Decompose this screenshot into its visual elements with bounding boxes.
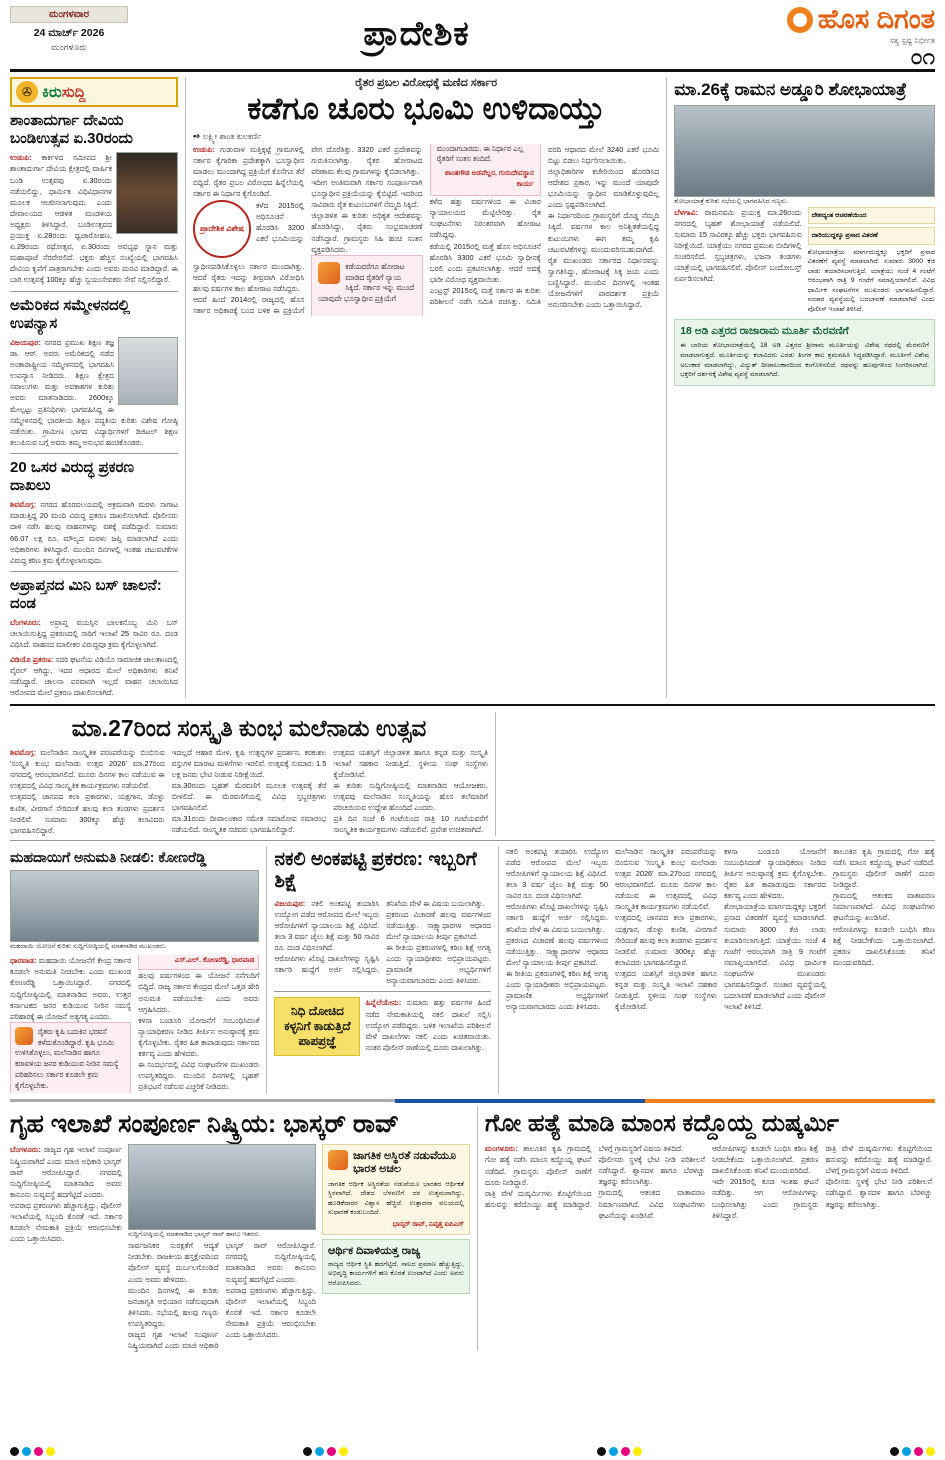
- sun-icon: [787, 7, 813, 33]
- continuation-para: ಕಳಸಾ ಬಂಡೂರಿ ಯೋಜನೆಗೆ ಸಂಬಂಧಿಸಿದಂತೆ ನ್ಯಾಯಾಧಿಕರಣ ನೀಡಿದ ತೀರ್ಪಿನ ಅನುಷ್ಠಾನಕ್ಕೆ ಕ್ರಮ ಕೈಗೊಳ್ಳಬೇಕು. ರೈತರ ಹಿತ ಕಾಪಾಡುವುದು ಸರ್ಕಾರದ ಕರ್ತವ್ಯ ಎಂದು ಹೇಳಿದರು.: [723, 846, 826, 901]
- masthead: [10, 0, 935, 72]
- bhaskar-photo: [128, 1144, 316, 1230]
- pullquote-text: ಕಡೆಯವರೆಗೂ ಹೋರಾಟ ಮಾಡಿದ ರೈತರಿಗೆ ನ್ಯಾಯ ಸಿಕ್ಕಿದೆ. ಸರ್ಕಾರ ಇನ್ನು ಮುಂದೆ ಯಾವುದೇ ಭೂಸ್ವಾಧೀನ ಪ್ರಕ್ರಿಯೆಗೆ ಮುಂದಾಗಬಾರದು. ಈ ನಿರ್ಧಾರ ಎಲ್ಲ ರೈತರಿಗೆ ಸಂತಸ ತಂದಿದೆ.: [318, 143, 524, 304]
- ramana-column: [666, 77, 935, 698]
- lead-kicker: ರೈತರ ಪ್ರಬಲ ವಿರೋಧಕ್ಕೆ ಮಣಿದ ಸರ್ಕಾರ: [355, 77, 498, 89]
- lead-para: ಈ ನಿರ್ಧಾರದಿಂದ ಗ್ರಾಮಸ್ಥರಿಗೆ ದೊಡ್ಡ ನೆಮ್ಮದಿ ಸಿಕ್ಕಿದೆ. ವರ್ಷಗಳ ಕಾಲ ಅನಿಶ್ಚಿತತೆಯಲ್ಲಿದ್ದ ಕುಟುಂಬಗಳು ಈಗ ತಮ್ಮ ಕೃಷಿ ಚಟುವಟಿಕೆಗಳನ್ನು ಮುಂದುವರಿಸಬಹುದಾಗಿದೆ.: [547, 211, 660, 254]
- bottom-zone: [10, 1107, 935, 1351]
- fake-para: ಪ್ರಕರಣದ ವಿಚಾರಣೆ ಹಲವು ವರ್ಷಗಳಿಂದ ನಡೆಯುತ್ತಿತ್ತು. ಸಾಕ್ಷ್ಯಾಧಾರಗಳ ಆಧಾರದ ಮೇಲೆ ನ್ಯಾಯಾಲಯ ತೀರ್ಪು ಪ್ರಕಟಿಸಿದೆ.: [386, 909, 491, 941]
- kirusuddi-badge: [10, 77, 178, 107]
- masthead-day: ಮಂಗಳವಾರ: [10, 6, 128, 23]
- cow-para: ರಾತ್ರಿ ವೇಳೆ ದುಷ್ಕರ್ಮಿಗಳು ಕೊಟ್ಟಿಗೆಯಿಂದ ಹಸುವನ್ನು ಕರೆದೊಯ್ದು ಹತ್ಯೆ ಮಾಡಿದ್ದಾರೆ. ಬೆಳಗ್ಗೆ ಗ್ರಾಮಸ್ಥರಿಗೆ ವಿಷಯ ತಿಳಿದಿದೆ.: [485, 1144, 684, 1209]
- continuation-para: ಗ್ರಾಮದಲ್ಲಿ ಆತಂಕದ ವಾತಾವರಣ ನಿರ್ಮಾಣವಾಗಿದೆ. ವಿವಿಧ ಸಂಘಟನೆಗಳು ಘಟನೆಯನ್ನು ಖಂಡಿಸಿವೆ.: [832, 891, 935, 923]
- continuation-para: ಪ್ರಕರಣದ ವಿಚಾರಣೆ ಹಲವು ವರ್ಷಗಳಿಂದ ನಡೆಯುತ್ತಿತ್ತು. ಸಾಕ್ಷ್ಯಾಧಾರಗಳ ಆಧಾರದ ಮೇಲೆ ನ್ಯಾಯಾಲಯ ತೀರ್ಪು ಪ್ರಕಟಿಸಿದೆ.: [505, 935, 608, 967]
- cow-para-text: ತಾಲೂಕಿನ ಕೃಷಿ ಗ್ರಾಮದಲ್ಲಿ ಗೋ ಹತ್ಯೆ ನಡೆಸಿ ಮಾಂಸ ಕದ್ದೊಯ್ದ ಘಟನೆ ನಡೆದಿದೆ. ಗ್ರಾಮಸ್ಥರು ಪೊಲೀಸ್ ಠಾಣೆಗೆ ದೂರು ನೀಡಿದ್ದಾರೆ.: [485, 1144, 592, 1187]
- pullquote-text: ರೈತರು ಕೃಷಿ ಬದುಕಿನ ಭರವಸೆ ಕಳೆದುಕೊಂಡಿದ್ದಾರೆ. ಕೃಷಿ ಭೂಮಿ ಉಳಿಸಿಕೊಳ್ಳಲು, ಮಲೆನಾಡಿನ ಹಾಗೂ ಕರಾವಳಿಯ ಜನರ ಕುಡಿಯುವ ನೀರಿನ ಸಮಸ್ಯೆ ಪರಿಹರಿಸಲು ಸರ್ಕಾರ ಕೂಡಲೇ ಕ್ರಮ ಕೈಗೊಳ್ಳಬೇಕು.: [15, 1026, 119, 1090]
- bhaskar-column: [10, 1107, 470, 1351]
- masthead-date: 24 ಮಾರ್ಚ್ 2026: [33, 27, 105, 39]
- fake-para: ಆರೋಪಿಗಳು ಖೊಟ್ಟಿ ದಾಖಲೆಗಳನ್ನು ಸೃಷ್ಟಿಸಿ ಸರ್ಕಾರಿ ಹುದ್ದೆಗೆ ಅರ್ಜಿ ಸಲ್ಲಿಸಿದ್ದರು. ತನಿಖೆಯ ವೇಳೆ ಈ ವಿಷಯ ಬಯಲಾಗಿತ್ತು.: [274, 898, 485, 975]
- kumbha-para: ಉತ್ಸವದ ಯಶಸ್ಸಿಗೆ ಜಿಲ್ಲಾಡಳಿತ ಹಾಗೂ ಕನ್ನಡ ಮತ್ತು ಸಂಸ್ಕೃತಿ ಇಲಾಖೆ ಸಹಕಾರ ನೀಡುತ್ತಿದೆ. ಸ್ಥಳೀಯ ಸಂಘ ಸಂಸ್ಥೆಗಳು ಕೈಜೋಡಿಸಿವೆ.: [333, 747, 488, 779]
- sidebox-headline: ಜಾಗತಿಕ ಅಸ್ಥಿರತೆ ನಡುವೆಯೂ ಭಾರತ ಅಚಲ: [353, 1150, 456, 1176]
- middle-zone: [10, 712, 935, 836]
- fake-sub-body: [365, 997, 491, 1056]
- lead-para: ಜಿಲ್ಲಾಧಿಕಾರಿಗಳ ಕಚೇರಿಯಿಂದ ಹೊರಡಿಸಿದ ಆದೇಶದ ಪ್ರಕಾರ, ಇನ್ನು ಮುಂದೆ ಯಾವುದೇ ಭೂಮಿಯನ್ನು ಸ್ವಾಧೀನ ಮಾಡಿಕೊಳ್ಳುವುದಿಲ್ಲ ಎಂದು ಸ್ಪಷ್ಟಪಡಿಸಲಾಗಿದೆ.: [547, 166, 660, 210]
- continuation-para: ಮಲೆನಾಡಿನ ಸಾಂಸ್ಕೃತಿಕ ಪರಂಪರೆಯನ್ನು ಬಿಂಬಿಸುವ 'ಸಂಸ್ಕೃತಿ ಕುಂಭ ಮಲೆನಾಡು ಉತ್ಸವ 2026' ಮಾ.27ರಿಂದ ನಗರದಲ್ಲಿ ಆರಂಭವಾಗಲಿದೆ. ಮೂರು ದಿನಗಳ ಕಾಲ ನಡೆಯುವ ಈ ಉತ್ಸವದಲ್ಲಿ ವಿವಿಧ ಸಾಂಸ್ಕೃತಿಕ ಕಾರ್ಯಕ್ರಮಗಳು ನಡೆಯಲಿವೆ.: [614, 846, 717, 912]
- masthead-date-block: [10, 0, 128, 69]
- byline-text: ಲಕ್ಷ್ಮೀ ಶಾಂತ ಕುಲಕರ್ಣಿ: [202, 131, 262, 141]
- lead-para: ಆದರೆ ಹಿಂದೆ 2014ರಲ್ಲಿ ರಾಜ್ಯದಲ್ಲಿ ಹೊಸ ಸರ್ಕಾರ ಅಧಿಕಾರಕ್ಕೆ ಬಂದ ಬಳಿಕ ಈ ಪ್ರಕ್ರಿಯೆಗೆ ವೇಗ ದೊರೆತಿತ್ತು. 3320 ಎಕರೆ ಪ್ರದೇಶವನ್ನು ಗುರುತಿಸಲಾಗಿತ್ತು. ರೈತರ ಹೋರಾಟದ ಪರಿಣಾಮ ಕೆಲವು ಗ್ರಾಮಗಳನ್ನು ಕೈಬಿಡಲಾಗಿತ್ತು.: [192, 144, 423, 315]
- brief-headline: ಶಾಂತಾದುರ್ಗಾ ದೇವಿಯ ಬಂಡಿಉತ್ಸವ ಏ.30ರಂದು: [10, 112, 133, 147]
- kumbha-para: ಪ್ರತಿ ದಿನ ಸಂಜೆ 6 ಗಂಟೆಯಿಂದ ರಾತ್ರಿ 10 ಗಂಟೆಯವರೆಗೆ ಸಾಂಸ್ಕೃತಿಕ ಕಾರ್ಯಕ್ರಮಗಳು ನಡೆಯಲಿವೆ. ಪ್ರವೇಶ ಉಚಿತವಾಗಿದೆ.: [333, 814, 488, 835]
- ramana-body-text: ರಾಮನವಮಿ ಪ್ರಯುಕ್ತ ಮಾ.26ರಂದು ನಗರದಲ್ಲಿ ಬೃಹತ್ ಶೋಭಾಯಾತ್ರೆ ನಡೆಯಲಿದೆ. ಸುಮಾರು 15 ಸಾವಿರಕ್ಕೂ ಹೆಚ್ಚು ಭಕ್ತರು ಭಾಗವಹಿಸುವ ನಿರೀಕ್ಷೆಯಿದೆ. ಯಾತ್ರೆಯು ನಗರದ ಪ್ರಮುಖ ಬೀದಿಗಳಲ್ಲಿ ಸಂಚರಿಸಲಿದೆ. ಸ್ತಬ್ಧಚಿತ್ರಗಳು, ಭಜನಾ ತಂಡಗಳು ಯಾತ್ರೆಯಲ್ಲಿ ಭಾಗವಹಿಸಲಿವೆ. ಪೊಲೀಸ್ ಬಂದೋಬಸ್ತ್ ಏರ್ಪಡಿಸಲಾಗಿದೆ.: [674, 207, 802, 284]
- registration-dots-center: [303, 1447, 348, 1456]
- kirusuddi-item: [10, 112, 178, 286]
- mahadayi-caption: ಮಹದಾಯಿ ಯೋಜನೆ ಕುರಿತು ಸುದ್ದಿಗೋಷ್ಠಿಯಲ್ಲಿ ಮಾತನಾಡಿದ ಮುಖಂಡರು.: [10, 942, 167, 950]
- dateline-tag: ವಿಜಯಪುರ:: [274, 898, 306, 908]
- ramana-highlight-box: [674, 319, 935, 385]
- sub-dateline-tag: ವಿಡಿಯೊ ಪ್ರಕರಣ:: [10, 654, 54, 664]
- mahadayi-photo: [10, 870, 259, 942]
- cow-para: ಪೊಲೀಸರು ಸ್ಥಳಕ್ಕೆ ಭೇಟಿ ನೀಡಿ ಪರಿಶೀಲನೆ ನಡೆಸಿದ್ದಾರೆ. ಶ್ವಾನದಳ ಹಾಗೂ ಬೆರಳಚ್ಚು ತಜ್ಞರನ್ನು ಕರೆಸಲಾಗಿತ್ತು.: [598, 1155, 705, 1187]
- fake-para-text: ನಕಲಿ ಅಂಕಪಟ್ಟಿ ತಯಾರಿಸಿ ಉದ್ಯೋಗ ಪಡೆದ ಆರೋಪದ ಮೇಲೆ ಇಬ್ಬರು ಆರೋಪಿಗಳಿಗೆ ನ್ಯಾಯಾಲಯ ಶಿಕ್ಷೆ ವಿಧಿಸಿದೆ. ತಲಾ 3 ವರ್ಷ ಜೈಲು ಶಿಕ್ಷೆ ಮತ್ತು 50 ಸಾವಿರ ರೂ. ದಂಡ ವಿಧಿಸಲಾಗಿದೆ.: [274, 898, 380, 953]
- lead-para-text: ಗುಡುವಾಳ ಮತ್ತಿಕ್ಕಟ್ಟೆ ಗ್ರಾಮಗಳಲ್ಲಿ ಸರ್ಕಾರ ಕೈಗಾರಿಕಾ ಪ್ರದೇಶಕ್ಕಾಗಿ ಭೂಸ್ವಾಧೀನ ಮಾಡಲು ಮುಂದಾಗಿದ್ದ ಪ್ರಕ್ರಿಯೆಗೆ ಕೊನೆಗೂ ತೆರೆ ಬಿದ್ದಿದೆ. ರೈತರ ಪ್ರಬಲ ವಿರೋಧದ ಹಿನ್ನೆಲೆಯಲ್ಲಿ ಸರ್ಕಾರ ಈ ನಿರ್ಧಾರ ಕೈಗೊಂಡಿದೆ.: [192, 144, 305, 199]
- sidebox-attribution: ಭಾಸ್ಕರ್ ರಾವ್, ನಿವೃತ್ತ ಐಪಿಎಸ್: [392, 1220, 464, 1228]
- continuation-para: ಉತ್ಸವದ ಯಶಸ್ಸಿಗೆ ಜಿಲ್ಲಾಡಳಿತ ಹಾಗೂ ಕನ್ನಡ ಮತ್ತು ಸಂಸ್ಕೃತಿ ಇಲಾಖೆ ಸಹಕಾರ ನೀಡುತ್ತಿದೆ. ಸ್ಥಳೀಯ ಸಂಘ ಸಂಸ್ಥೆಗಳು ಕೈಜೋಡಿಸಿವೆ.: [614, 969, 717, 1012]
- sidebox2-body: ರಾಜ್ಯದ ಆರ್ಥಿಕ ಸ್ಥಿತಿ ಹದಗೆಟ್ಟಿದೆ. ಸಾಲದ ಪ್ರಮಾಣ ಹೆಚ್ಚುತ್ತಿದ್ದು, ಅಭಿವೃದ್ಧಿ ಕಾರ್ಯಗಳಿಗೆ ಹಣ ಕೊರತೆ ಉಂಟಾಗಿದೆ ಎಂದು ಅವರು ಆರೋಪಿಸಿದರು.: [328, 1260, 464, 1287]
- kumbha-para: ಮಾ.30ರಂದು ಬೃಹತ್ ಮೆರವಣಿಗೆ ಮೂಲಕ ಉತ್ಸವಕ್ಕೆ ತೆರೆ ಬೀಳಲಿದೆ. ಈ ಮೆರವಣಿಗೆಯಲ್ಲಿ ವಿವಿಧ ಸ್ತಬ್ಧಚಿತ್ರಗಳು ಭಾಗವಹಿಸಲಿವೆ.: [171, 781, 327, 813]
- kirusuddi-item: [10, 297, 178, 448]
- dateline-tag: ಉಡುಪಿ:: [10, 153, 32, 162]
- lead-para: [193, 144, 304, 200]
- kumbha-para-text: ಮಲೆನಾಡಿನ ಸಾಂಸ್ಕೃತಿಕ ಪರಂಪರೆಯನ್ನು ಬಿಂಬಿಸುವ 'ಸಂಸ್ಕೃತಿ ಕುಂಭ ಮಲೆನಾಡು ಉತ್ಸವ 2026' ಮಾ.27ರಿಂದ ನಗರದಲ್ಲಿ ಆರಂಭವಾಗಲಿದೆ. ಮೂರು ದಿನಗಳ ಕಾಲ ನಡೆಯುವ ಈ ಉತ್ಸವದಲ್ಲಿ ವಿವಿಧ ಸಾಂಸ್ಕೃತಿಕ ಕಾರ್ಯಕ್ರಮಗಳು ನಡೆಯಲಿವೆ.: [10, 747, 165, 791]
- cow-para: ಪೊಲೀಸರು ಸ್ಥಳಕ್ಕೆ ಭೇಟಿ ನೀಡಿ ಪರಿಶೀಲನೆ ನಡೆಸಿದ್ದಾರೆ. ಶ್ವಾನದಳ ಹಾಗೂ ಬೆರಳಚ್ಚು ತಜ್ಞರನ್ನು ಕರೆಸಲಾಗಿತ್ತು.: [825, 1177, 932, 1209]
- dateline-tag: ಬೆಂಗಳೂರು:: [10, 1145, 41, 1155]
- ramana-sub1: ದೇಶದ್ಯಂತ ಆಚರಣೆಯಿಂದ: [811, 211, 867, 219]
- megaphone-icon: ✇: [16, 81, 38, 103]
- special-stamp: ಪ್ರಾದೇಶಿಕ ವಿಶೇಷ: [193, 200, 251, 258]
- brief-headline: 20 ಒಸರ ವಿರುದ್ಧ ಪ್ರಕರಣ ದಾಖಲು: [10, 458, 135, 494]
- dateline-tag: ಉಡುಪಿ:: [192, 144, 215, 154]
- paper-logo-block: [705, 0, 935, 69]
- lead-para: ಕಳೆದ 2015ರಲ್ಲಿ ಅಧಿಸೂಚನೆ ಹೊರಡಿಸಿ 3200 ಎಕರೆ ಭೂಮಿಯನ್ನು ಸ್ವಾಧೀನಪಡಿಸಿಕೊಳ್ಳಲು ಸರ್ಕಾರ ಮುಂದಾಗಿತ್ತು. ಆದರೆ ರೈತರು ಇದನ್ನು ತೀವ್ರವಾಗಿ ವಿರೋಧಿಸಿ ಹಲವು ವರ್ಷಗಳ ಕಾಲ ಹೋರಾಟ ನಡೆಸಿದ್ದರು.: [192, 200, 305, 293]
- pullquote-attribution: ಎಸ್.ಎಲ್. ಕೋಣರೆಡ್ಡಿ, ಧಾರವಾಡ: [174, 954, 255, 964]
- registration-dots-right: [890, 1447, 935, 1456]
- kirusuddi-column: [10, 77, 178, 698]
- bhaskar-headline: ಗೃಹ ಇಲಾಖೆ ಸಂಪೂರ್ಣ ನಿಷ್ಕ್ರಿಯ: ಭಾಸ್ಕರ್ ರಾವ್: [10, 1110, 400, 1139]
- lead-byline: ✒ ಲಕ್ಷ್ಮೀ ಶಾಂತ ಕುಲಕರ್ಣಿ: [192, 131, 262, 141]
- bhaskar-para: [10, 1144, 122, 1200]
- cow-para: ಆರೋಪಿಗಳನ್ನು ಕೂಡಲೇ ಬಂಧಿಸಿ ಕಠಿಣ ಶಿಕ್ಷೆ ನೀಡಬೇಕೆಂದು ಒತ್ತಾಯಿಸಲಾಗಿದೆ. ಪ್ರಕರಣ ದಾಖಲಿಸಿಕೊಂಡು ತನಿಖೆ ಮುಂದುವರಿದಿದೆ.: [712, 1144, 819, 1176]
- kirusuddi-item: [10, 577, 178, 698]
- dateline-tag: ಮಂಗಳೂರು:: [485, 1144, 518, 1154]
- dateline-tag: ವಿಜಯಪುರ:: [10, 337, 41, 347]
- highlight-box-headline: 18 ಅಡಿ ಎತ್ತರದ ರಾಜಾರಾಮ ಮೂರ್ತಿ ಮೆರವಣಿಗೆ: [680, 325, 849, 338]
- paper-name: ಹೊಸ ದಿಗಂತ: [817, 4, 935, 34]
- section-title: ಪ್ರಾದೇಶಿಕ: [363, 15, 470, 53]
- lead-headline: ಕಡೆಗೂ ಚೂರು ಭೂಮಿ ಉಳಿದಾಯ್ತು: [247, 91, 605, 126]
- ramana-body: [674, 207, 801, 285]
- sidebox-body: ಜಾಗತಿಕ ಆರ್ಥಿಕ ಅಸ್ಥಿರತೆಯ ನಡುವೆಯೂ ಭಾರತದ ಆರ್ಥಿಕತೆ ಸ್ಥಿರವಾಗಿದೆ. ದೇಶದ ಬೆಳವಣಿಗೆ ದರ ಉತ್ತಮವಾಗಿದ್ದು, ಹೂಡಿಕೆದಾರರ ವಿಶ್ವಾಸ ಹೆಚ್ಚಿದೆ. ಉತ್ಪಾದನಾ ವಲಯದಲ್ಲಿ ಸುಧಾರಣೆ ಕಂಡುಬಂದಿದೆ.: [328, 1180, 464, 1217]
- continuation-para: ಈ ರೀತಿಯ ಪ್ರಕರಣಗಳಲ್ಲಿ ಕಠಿಣ ಶಿಕ್ಷೆ ಅಗತ್ಯ ಎಂದು ನ್ಯಾಯಾಧೀಶರು ಅಭಿಪ್ರಾಯಪಟ್ಟರು. ಪ್ರಾಮಾಣಿಕ ಅಭ್ಯರ್ಥಿಗಳಿಗೆ ಅನ್ಯಾಯವಾಗಬಾರದು ಎಂದು ತಿಳಿಸಿದರು.: [505, 969, 608, 1012]
- bhaskar-sidebox-2: [322, 1239, 470, 1295]
- dateline-tag: ಶಿವಮೊಗ್ಗ:: [10, 499, 37, 509]
- lead-para: ಇದೀಗ ಅಂತಿಮವಾಗಿ ಸರ್ಕಾರ ಸಂಪೂರ್ಣವಾಗಿ ಭೂಸ್ವಾಧೀನ ಪ್ರಕ್ರಿಯೆಯನ್ನು ಕೈಬಿಟ್ಟಿದೆ. ಇದರಿಂದ ಸಾವಿರಾರು ರೈತ ಕುಟುಂಬಗಳಿಗೆ ನೆಮ್ಮದಿ ಸಿಕ್ಕಿದೆ.: [311, 178, 423, 210]
- dateline-tag: ಬೆಂಗಳೂರು:: [10, 617, 41, 627]
- kumbha-para: ಉತ್ಸವದಲ್ಲಿ ಜಾನಪದ ಕಲಾ ಪ್ರಕಾರಗಳು, ಯಕ್ಷಗಾನ, ಡೊಳ್ಳು ಕುಣಿತ, ವೀರಗಾಸೆ ಸೇರಿದಂತೆ ಹಲವು ಕಲಾ ತಂಡಗಳು ಪ್ರದರ್ಶನ ನೀಡಲಿವೆ. ಸುಮಾರು 300ಕ್ಕೂ ಹೆಚ್ಚು ಕಲಾವಿದರು ಭಾಗವಹಿಸಲಿದ್ದಾರೆ.: [10, 792, 165, 835]
- fake-marks-column: [266, 846, 491, 1094]
- mahadayi-para: [10, 955, 131, 1022]
- yellow-teaser-box: ನಿಧಿ ದೋಚಿದ ಕಳ್ಳನಿಗೆ ಕಾಡುತ್ತಿದೆ ಪಾಪಪ್ರಜ್ಞೆ: [274, 997, 360, 1056]
- bhaskar-para: ರಾಜ್ಯದ ಗೃಹ ಇಲಾಖೆ ಸಂಪೂರ್ಣ ನಿಷ್ಕ್ರಿಯವಾಗಿದೆ ಎಂದು ಮಾಜಿ ಅಧಿಕಾರಿ ಭಾಸ್ಕರ್ ರಾವ್ ಆರೋಪಿಸಿದ್ದಾರೆ. ನಗರದಲ್ಲಿ ಸುದ್ದಿಗೋಷ್ಠಿಯಲ್ಲಿ ಮಾತನಾಡಿದ ಅವರು ಕಾನೂನು ಸುವ್ಯವಸ್ಥೆ ಹದಗೆಟ್ಟಿದೆ ಎಂದರು.: [128, 1241, 316, 1351]
- paper-tagline: ಸತ್ಯ ಸ್ಪಷ್ಟ ನಿರ್ಭೀತ: [889, 36, 935, 45]
- continuation-para: ಆರೋಪಿಗಳನ್ನು ಕೂಡಲೇ ಬಂಧಿಸಿ ಕಠಿಣ ಶಿಕ್ಷೆ ನೀಡಬೇಕೆಂದು ಒತ್ತಾಯಿಸಲಾಗಿದೆ. ಪ್ರಕರಣ ದಾಖಲಿಸಿಕೊಂಡು ತನಿಖೆ ಮುಂದುವರಿದಿದೆ.: [832, 924, 935, 967]
- cow-para: ಗ್ರಾಮದಲ್ಲಿ ಆತಂಕದ ವಾತಾವರಣ ನಿರ್ಮಾಣವಾಗಿದೆ. ವಿವಿಧ ಸಂಘಟನೆಗಳು ಘಟನೆಯನ್ನು ಖಂಡಿಸಿವೆ.: [598, 1188, 705, 1220]
- kirusuddi-item: [10, 459, 178, 566]
- bhaskar-para: ಸಾರ್ವಜನಿಕರ ಸುರಕ್ಷತೆಗೆ ಆದ್ಯತೆ ನೀಡಬೇಕು. ರಾಜಕೀಯ ಹಸ್ತಕ್ಷೇಪದಿಂದ ಪೊಲೀಸ್ ವ್ಯವಸ್ಥೆ ದುರ್ಬಲಗೊಂಡಿದೆ ಎಂದು ಅವರು ಹೇಳಿದರು.: [128, 1241, 219, 1284]
- kumbha-headline: ಮಾ.27ರಿಂದ ಸಂಸ್ಕೃತಿ ಕುಂಭ ಮಲೆನಾಡು ಉತ್ಸವ: [71, 715, 427, 742]
- brief-headline: ಅಮೆರಿಕದ ಸಮ್ಮೇಳನದಲ್ಲಿ ಉಪನ್ಯಾಸ: [10, 296, 130, 332]
- mahadayi-para: ಈ ಸಂದರ್ಭದಲ್ಲಿ ವಿವಿಧ ಸಂಘಟನೆಗಳ ಮುಖಂಡರು ಉಪಸ್ಥಿತರಿದ್ದರು. ಮುಂದಿನ ದಿನಗಳಲ್ಲಿ ಬೃಹತ್ ಪ್ರತಿಭಟನೆ ನಡೆಸುವ ಎಚ್ಚರಿಕೆ ನೀಡಿದರು.: [138, 1060, 260, 1092]
- kirusuddi-label-2: ಸುದ್ದಿ: [61, 83, 86, 101]
- registration-dots-left: [10, 1447, 55, 1456]
- lower-right-column: [498, 846, 935, 1094]
- lead-story-column: [185, 77, 659, 698]
- mahadayi-para: ಹಲವು ವರ್ಷಗಳಿಂದ ಈ ಯೋಜನೆ ನನೆಗುದಿಗೆ ಬಿದ್ದಿದೆ. ರಾಜ್ಯ ಸರ್ಕಾರ ಕೇಂದ್ರದ ಮೇಲೆ ಒತ್ತಡ ಹೇರಿ ಅನುಮತಿ ಪಡೆಯಬೇಕು ಎಂದು ಅವರು ಆಗ್ರಹಿಸಿದರು.: [138, 971, 260, 1014]
- brief-body: ನಗರದ ಹೊರವಲಯದಲ್ಲಿ ಅಕ್ರಮವಾಗಿ ಮರಳು ಸಾಗಾಟ ಮಾಡುತ್ತಿದ್ದ 20 ಮಂದಿ ವಿರುದ್ಧ ಪ್ರಕರಣ ದಾಖಲಿಸಲಾಗಿದೆ. ಪೊಲೀಸರು ದಾಳಿ ನಡೆಸಿ ಹಲವು ವಾಹನಗಳನ್ನು ವಶಕ್ಕೆ ಪಡೆದಿದ್ದಾರೆ. ಸುಮಾರು 66.07 ಲಕ್ಷ ರೂ. ಮೌಲ್ಯದ ಮರಳು ಜಪ್ತಿ ಮಾಡಲಾಗಿದೆ ಎಂದು ಅಧಿಕಾರಿಗಳು ತಿಳಿಸಿದ್ದಾರೆ. ಮುಂದಿನ ದಿನಗಳಲ್ಲಿ ಇಂತಹ ಚಟುವಟಿಕೆಗಳ ವಿರುದ್ಧ ಕಠಿಣ ಕ್ರಮ ಕೈಗೊಳ್ಳಲಾಗುವುದು.: [10, 499, 178, 565]
- ramana-photo: [674, 105, 935, 197]
- bhaskar-caption: ಸುದ್ದಿಗೋಷ್ಠಿಯಲ್ಲಿ ಮಾತನಾಡಿದ ಭಾಸ್ಕರ್ ರಾವ್ ಹಾಗೂ ಇತರರು.: [128, 1231, 261, 1239]
- continuation-para: ಆರೋಪಿಗಳು ಖೊಟ್ಟಿ ದಾಖಲೆಗಳನ್ನು ಸೃಷ್ಟಿಸಿ ಸರ್ಕಾರಿ ಹುದ್ದೆಗೆ ಅರ್ಜಿ ಸಲ್ಲಿಸಿದ್ದರು. ತನಿಖೆಯ ವೇಳೆ ಈ ವಿಷಯ ಬಯಲಾಗಿತ್ತು.: [505, 902, 608, 934]
- portrait-photo: [118, 337, 178, 405]
- bhaskar-para: ಅಪರಾಧ ಪ್ರಕರಣಗಳು ಹೆಚ್ಚಾಗುತ್ತಿದ್ದು, ಪೊಲೀಸ್ ಇಲಾಖೆಯಲ್ಲಿ ಸಿಬ್ಬಂದಿ ಕೊರತೆ ಇದೆ. ಸರ್ಕಾರ ಕೂಡಲೇ ನೇಮಕಾತಿ ಪ್ರಕ್ರಿಯೆ ಆರಂಭಿಸಬೇಕು ಎಂದು ಒತ್ತಾಯಿಸಿದರು.: [10, 1201, 122, 1244]
- cow-para: ಇದೇ 2015ರಲ್ಲಿ ಕೂಡ ಇಂತಹ ಘಟನೆ ನಡೆದಿತ್ತು. ಆಗ ಆರೋಪಿಗಳನ್ನು ಬಂಧಿಸಲಾಗಿತ್ತು ಎಂದು ಗ್ರಾಮಸ್ಥರು ತಿಳಿಸಿದ್ದಾರೆ.: [712, 1177, 819, 1220]
- ramana-headline: ಮಾ.26ಕ್ಕೆ ರಾಮನ ಅಡ್ಡೂರಿ ಶೋಭಾಯಾತ್ರೆ: [674, 80, 907, 99]
- temple-photo: [116, 152, 178, 234]
- page-number: ೦೧: [910, 44, 935, 69]
- brief-body: ನಗರದ ಪ್ರಮುಖ ಶಿಕ್ಷಣ ತಜ್ಞ ಡಾ. ಆರ್. ಅವರು ಅಮೆರಿಕದಲ್ಲಿ ನಡೆದ ಅಂತಾರಾಷ್ಟ್ರೀಯ ಸಮ್ಮೇಳನದಲ್ಲಿ ಭಾಗವಹಿಸಿ ಉಪನ್ಯಾಸ ನೀಡಿದರು. ಶಿಕ್ಷಣ ಕ್ಷೇತ್ರದ ಸವಾಲುಗಳು ಮತ್ತು ಅವಕಾಶಗಳ ಕುರಿತು ಅವರು ಮಾತನಾಡಿದರು. 2600ಕ್ಕೂ ಮೇಲ್ಪಟ್ಟು ಪ್ರತಿನಿಧಿಗಳು ಭಾಗವಹಿಸಿದ್ದ ಈ ಸಮ್ಮೇಳನದಲ್ಲಿ ಭಾರತೀಯ ಶಿಕ್ಷಣ ಪದ್ಧತಿಯ ಕುರಿತು ವಿಶೇಷ ಗೋಷ್ಠಿ ನಡೆಯಿತು. ಗ್ರಾಮೀಣ ಭಾಗದ ವಿದ್ಯಾರ್ಥಿಗಳಿಗೆ ಡಿಜಿಟಲ್ ಶಿಕ್ಷಣ ತಲುಪಿಸುವ ಬಗ್ಗೆ ಅವರು ತಮ್ಮ ಅನುಭವ ಹಂಚಿಕೊಂಡರು.: [10, 337, 178, 447]
- bhaskar-para-text: ರಾಜ್ಯದ ಗೃಹ ಇಲಾಖೆ ಸಂಪೂರ್ಣ ನಿಷ್ಕ್ರಿಯವಾಗಿದೆ ಎಂದು ಮಾಜಿ ಅಧಿಕಾರಿ ಭಾಸ್ಕರ್ ರಾವ್ ಆರೋಪಿಸಿದ್ದಾರೆ. ನಗರದಲ್ಲಿ ಸುದ್ದಿಗೋಷ್ಠಿಯಲ್ಲಿ ಮಾತನಾಡಿದ ಅವರು ಕಾನೂನು ಸುವ್ಯವಸ್ಥೆ ಹದಗೆಟ್ಟಿದೆ ಎಂದರು.: [10, 1145, 122, 1199]
- bhaskar-para: ಅಪರಾಧ ಪ್ರಕರಣಗಳು ಹೆಚ್ಚಾಗುತ್ತಿದ್ದು, ಪೊಲೀಸ್ ಇಲಾಖೆಯಲ್ಲಿ ಸಿಬ್ಬಂದಿ ಕೊರತೆ ಇದೆ. ಸರ್ಕಾರ ಕೂಡಲೇ ನೇಮಕಾತಿ ಪ್ರಕ್ರಿಯೆ ಆರಂಭಿಸಬೇಕು ಎಂದು ಒತ್ತಾಯಿಸಿದರು.: [225, 1285, 316, 1340]
- middle-right-spacer: [495, 712, 935, 836]
- lower-zone: [10, 846, 935, 1094]
- sidebox2-headline: ಆರ್ಥಿಕ ದಿವಾಳಿಯತ್ತ ರಾಜ್ಯ: [328, 1244, 421, 1257]
- kumbha-para: ಇದಲ್ಲದೆ ಆಹಾರ ಮೇಳ, ಕೃಷಿ ಉತ್ಪನ್ನಗಳ ಪ್ರದರ್ಶನ, ಕರಕುಶಲ ವಸ್ತುಗಳ ಮಾರಾಟ ಮಳಿಗೆಗಳು ಇರಲಿವೆ. ಉತ್ಸವಕ್ಕೆ ಸುಮಾರು 1.5 ಲಕ್ಷ ಜನರು ಭೇಟಿ ನೀಡುವ ನಿರೀಕ್ಷೆಯಿದೆ.: [171, 747, 327, 779]
- dateline-tag: ಶಿವಮೊಗ್ಗ:: [10, 747, 37, 757]
- lead-para: ಕಡೆಯಲ್ಲಿ 2015ರಲ್ಲಿ ಮತ್ತೆ ಹೊಸ ಅಧಿಸೂಚನೆ ಹೊರಡಿಸಿ 3300 ಎಕರೆ ಭೂಮಿ ಸ್ವಾಧೀನಕ್ಕೆ ಬರಲಿ ಎಂದು ಪ್ರಕಟಿಸಲಾಗಿತ್ತು. ಆದರೆ ಅದಕ್ಕೆ ಭಾರೀ ವಿರೋಧ ವ್ಯಕ್ತವಾಯಿತು.: [429, 241, 541, 284]
- cow-headline: ಗೋ ಹತ್ಯೆ ಮಾಡಿ ಮಾಂಸ ಕದ್ದೊಯ್ದ ದುಷ್ಕರ್ಮಿ: [485, 1110, 839, 1138]
- dateline-tag: ಬೆಳಗಾವಿ:: [674, 207, 699, 217]
- highlight-icon: [328, 1150, 348, 1170]
- fake-headline: ನಕಲಿ ಅಂಕಪಟ್ಟಿ ಪ್ರಕರಣ: ಇಬ್ಬರಿಗೆ ಶಿಕ್ಷೆ: [274, 848, 477, 892]
- kumbha-para: ಮಾ.31ರಂದು ದೀಪಾಲಂಕಾರ ಸಮೇತ ಸಮಾರೋಪ ಸಮಾರಂಭ ನಡೆಯಲಿದೆ. ಸಾಂಸ್ಕೃತಿಕ ಸಚಿವರು ಭಾಗವಹಿಸಲಿದ್ದಾರೆ.: [171, 814, 327, 835]
- continuation-para: ತಾಲೂಕಿನ ಕೃಷಿ ಗ್ರಾಮದಲ್ಲಿ ಗೋ ಹತ್ಯೆ ನಡೆಸಿ ಮಾಂಸ ಕದ್ದೊಯ್ದ ಘಟನೆ ನಡೆದಿದೆ. ಗ್ರಾಮಸ್ಥರು ಪೊಲೀಸ್ ಠಾಣೆಗೆ ದೂರು ನೀಡಿದ್ದಾರೆ.: [832, 846, 935, 890]
- kumbha-column: [10, 712, 488, 836]
- bhaskar-sidebox: [322, 1144, 470, 1235]
- pullquote-attribution: ಶಾಂತಗೌಡ ಅಡವೆಲ್ಲರ, ಗುರುದೇವಸ್ಥಾನ ಕಾರ್ಯ: [445, 168, 534, 188]
- mahadayi-para: ಕಳಸಾ ಬಂಡೂರಿ ಯೋಜನೆಗೆ ಸಂಬಂಧಿಸಿದಂತೆ ನ್ಯಾಯಾಧಿಕರಣ ನೀಡಿದ ತೀರ್ಪಿನ ಅನುಷ್ಠಾನಕ್ಕೆ ಕ್ರಮ ಕೈಗೊಳ್ಳಬೇಕು. ರೈತರ ಹಿತ ಕಾಪಾಡುವುದು ಸರ್ಕಾರದ ಕರ್ತವ್ಯ ಎಂದು ಹೇಳಿದರು.: [138, 1015, 260, 1059]
- fake-sub-body-text: ಸುಮಾರು ಹತ್ತು ವರ್ಷಗಳ ಹಿಂದೆ ನಡೆದ ನೇಮಕಾತಿಯಲ್ಲಿ ನಕಲಿ ದಾಖಲೆ ಸಲ್ಲಿಸಿ ಉದ್ಯೋಗ ಪಡೆದಿದ್ದರು. ಬಳಿಕ ಇಲಾಖೆಯ ಪರಿಶೀಲನೆ ವೇಳೆ ದಾಖಲೆಗಳು ನಕಲಿ ಎಂದು ಖಚಿತವಾಯಿತು. ನಂತರ ಪೊಲೀಸ್ ಠಾಣೆಯಲ್ಲಿ ದೂರು ದಾಖಲಾಗಿತ್ತು.: [365, 998, 491, 1053]
- continuation-para: ಉತ್ಸವದಲ್ಲಿ ಜಾನಪದ ಕಲಾ ಪ್ರಕಾರಗಳು, ಯಕ್ಷಗಾನ, ಡೊಳ್ಳು ಕುಣಿತ, ವೀರಗಾಸೆ ಸೇರಿದಂತೆ ಹಲವು ಕಲಾ ತಂಡಗಳು ಪ್ರದರ್ಶನ ನೀಡಲಿವೆ. ಸುಮಾರು 300ಕ್ಕೂ ಹೆಚ್ಚು ಕಲಾವಿದರು ಭಾಗವಹಿಸಲಿದ್ದಾರೆ.: [614, 913, 717, 967]
- fake-para: ಈ ರೀತಿಯ ಪ್ರಕರಣಗಳಲ್ಲಿ ಕಠಿಣ ಶಿಕ್ಷೆ ಅಗತ್ಯ ಎಂದು ನ್ಯಾಯಾಧೀಶರು ಅಭಿಪ್ರಾಯಪಟ್ಟರು. ಪ್ರಾಮಾಣಿಕ ಅಭ್ಯರ್ಥಿಗಳಿಗೆ ಅನ್ಯಾಯವಾಗಬಾರದು ಎಂದು ತಿಳಿಸಿದರು.: [386, 942, 491, 986]
- fake-para: [274, 898, 379, 954]
- masthead-edition: ಮಂಗಳೂರು: [51, 42, 87, 52]
- lead-para: ಎಂಟ್ರಸ್ಟ್ 2015ರಲ್ಲಿ ಮತ್ತೆ ಸರ್ಕಾರ ಈ ಕುರಿತು ಪರಿಶೀಲನೆ ನಡೆಸಿ ಸಮಿತಿ ರಚಿಸಿತ್ತು. ಸಮಿತಿ ವರದಿ ಆಧಾರದ ಮೇಲೆ 3240 ಎಕರೆ ಭೂಮಿ ಬಿಟ್ಟು ಬಿಡಲು ನಿರ್ಧರಿಸಲಾಯಿತು.: [429, 144, 660, 307]
- brief-body: ಕಾರ್ಕಳದ ಸಮೀಪದ ಶ್ರೀ ಶಾಂತಾದುರ್ಗಾ ದೇವಿಯ ಕ್ಷೇತ್ರದಲ್ಲಿ ವಾರ್ಷಿಕ ಬಂಡಿ ಉತ್ಸವವು ಏ.30ರಂದು ನಡೆಯಲಿದ್ದು, ಧಾರ್ಮಿಕ ವಿಧಿವಿಧಾನಗಳ ಮೂಲಕ ಆಚರಿಸಲಾಗುವುದು ಎಂದು ದೇವಾಲಯದ ಆಡಳಿತ ಮಂಡಳಿಯ ಅಧ್ಯಕ್ಷರು ತಿಳಿಸಿದ್ದಾರೆ. ಬಂಡಿಉತ್ಸವದ ಪ್ರಯುಕ್ತ ಏ.28ರಂದು ಧ್ವಜಾರೋಹಣ, ಏ.29ರಂದು ರಥೋತ್ಸವ, ಏ.30ರಂದು ಅವಭೃಥ ಸ್ನಾನ ಮತ್ತು ಮಹಾಪೂಜೆ ನೆರವೇರಲಿದೆ. ಭಕ್ತರು ಹೆಚ್ಚಿನ ಸಂಖ್ಯೆಯಲ್ಲಿ ಭಾಗವಹಿಸಿ ದೇವಿಯ ಕೃಪೆಗೆ ಪಾತ್ರರಾಗಬೇಕು ಎಂದು ಅವರು ಮನವಿ ಮಾಡಿದ್ದಾರೆ. ಈ ಬಾರಿ ಉತ್ಸವಕ್ಕೆ 100ಕ್ಕೂ ಹೆಚ್ಚು ಸ್ವಯಂಸೇವಕರು ಸೇವೆ ಸಲ್ಲಿಸಲಿದ್ದಾರೆ.: [10, 153, 178, 285]
- lead-para: ಜಿಲ್ಲಾಡಳಿತ ಈ ಕುರಿತು ಅಧಿಕೃತ ಆದೇಶವನ್ನು ಹೊರಡಿಸಿದ್ದು, ರೈತರು ಸಂಭ್ರಮಾಚರಣೆ ನಡೆಸಿದ್ದಾರೆ. ಗ್ರಾಮಸ್ಥರು ಸಿಹಿ ಹಂಚಿ ಸಂತಸ ವ್ಯಕ್ತಪಡಿಸಿದರು.: [311, 211, 423, 254]
- section-title-block: [128, 0, 705, 69]
- bhaskar-para: ಮುಂದಿನ ದಿನಗಳಲ್ಲಿ ಈ ಕುರಿತು ಜನಜಾಗೃತಿ ಅಭಿಯಾನ ನಡೆಸುವುದಾಗಿ ತಿಳಿಸಿದರು. ಸಭೆಯಲ್ಲಿ ಹಲವು ಗಣ್ಯರು ಉಪಸ್ಥಿತರಿದ್ದರು.: [128, 1285, 219, 1328]
- quote-icon: [15, 1027, 33, 1045]
- ramana-caption: ಶೋಭಾಯಾತ್ರೆ ಕುರಿತು ಸಭೆಯಲ್ಲಿ ಭಾಗವಹಿಸಿದ ಗಣ್ಯರು.: [674, 197, 788, 205]
- cow-para: ರಾತ್ರಿ ವೇಳೆ ದುಷ್ಕರ್ಮಿಗಳು ಕೊಟ್ಟಿಗೆಯಿಂದ ಹಸುವನ್ನು ಕರೆದೊಯ್ದು ಹತ್ಯೆ ಮಾಡಿದ್ದಾರೆ. ಬೆಳಗ್ಗೆ ಗ್ರಾಮಸ್ಥರಿಗೆ ವಿಷಯ ತಿಳಿದಿದೆ.: [825, 1144, 932, 1176]
- mahadayi-para-text: ಮಹದಾಯಿ ಯೋಜನೆಗೆ ಕೇಂದ್ರ ಸರ್ಕಾರ ಕೂಡಲೇ ಅನುಮತಿ ನೀಡಬೇಕು ಎಂದು ಮುಖಂಡ ಕೋಣರೆಡ್ಡಿ ಒತ್ತಾಯಿಸಿದ್ದಾರೆ. ನಗರದಲ್ಲಿ ಸುದ್ದಿಗೋಷ್ಠಿಯಲ್ಲಿ ಮಾತನಾಡಿದ ಅವರು, ಉತ್ತರ ಕರ್ನಾಟಕದ ಜನರ ಕುಡಿಯುವ ನೀರಿನ ಸಮಸ್ಯೆ ಪರಿಹಾರಕ್ಕೆ ಈ ಯೋಜನೆ ಅತ್ಯಗತ್ಯ ಎಂದರು.: [10, 955, 132, 1021]
- lead-para: ಕಳೆದ ಹತ್ತು ವರ್ಷಗಳಿಂದ ಈ ವಿಚಾರ ನ್ಯಾಯಾಲಯದ ಮೆಟ್ಟಿಲೇರಿತ್ತು. ರೈತ ಸಂಘಟನೆಗಳು ನಿರಂತರವಾಗಿ ಹೋರಾಟ ನಡೆಸಿದ್ದವು.: [429, 197, 541, 240]
- brief-body-2: ಸದರಿ ಘಟನೆಯ ವಿಡಿಯೊ ಸಾಮಾಜಿಕ ಜಾಲತಾಣದಲ್ಲಿ ವೈರಲ್ ಆಗಿದ್ದು, ಇದರ ಆಧಾರದ ಮೇಲೆ ಅಧಿಕಾರಿಗಳು ತನಿಖೆ ನಡೆಸಿದ್ದಾರೆ. ಚಾಲನಾ ಪರವಾನಗಿ ಇಲ್ಲದೆ ವಾಹನ ಚಲಾಯಿಸಿದ ಆರೋಪದ ಮೇಲೆ ಪ್ರಕರಣ ದಾಖಲಿಸಲಾಗಿದೆ.: [10, 654, 178, 698]
- ramana-body-2: ಶೋಭಾಯಾತ್ರೆಯ ಮಾರ್ಗದುದ್ದಕ್ಕೂ ಭಕ್ತರಿಗೆ ಪ್ರಸಾದ ವಿತರಣೆಗೆ ವ್ಯವಸ್ಥೆ ಮಾಡಲಾಗಿದೆ. ಸುಮಾರು 3000 ಕೆಜಿ ಲಾಡು ತಯಾರಿಸಲಾಗುತ್ತಿದೆ. ಯಾತ್ರೆಯು ಸಂಜೆ 4 ಗಂಟೆಗೆ ಆರಂಭವಾಗಿ ರಾತ್ರಿ 9 ಗಂಟೆಗೆ ಸಮಾಪ್ತಿಯಾಗಲಿದೆ. ವಿವಿಧ ಧಾರ್ಮಿಕ ಸಂಘಟನೆಗಳ ಮುಖಂಡರು ಭಾಗವಹಿಸಲಿದ್ದಾರೆ. ಸಂಚಾರ ವ್ಯವಸ್ಥೆಯಲ್ಲಿ ಬದಲಾವಣೆ ಮಾಡಲಾಗಿದೆ ಎಂದು ಪೊಲೀಸ್ ಇಲಾಖೆ ತಿಳಿಸಿದೆ.: [807, 248, 936, 313]
- cow-column: [477, 1107, 932, 1351]
- kumbha-para: ಈ ಕುರಿತು ಸುದ್ದಿಗೋಷ್ಠಿಯಲ್ಲಿ ಮಾತನಾಡಿದ ಆಯೋಜಕರು, ಉತ್ಸವವು ಮಲೆನಾಡಿನ ಸಂಸ್ಕೃತಿಯನ್ನು ಹೊಸ ತಲೆಮಾರಿಗೆ ಪರಿಚಯಿಸುವ ಉದ್ದೇಶ ಹೊಂದಿದೆ ಎಂದರು.: [333, 781, 488, 813]
- ramana-sub2: ದಾರಿಯುದ್ದಕ್ಕೂ ಪ್ರಸಾದ ವಿತರಣೆ: [811, 232, 878, 240]
- registration-dots-center2: [597, 1447, 642, 1456]
- kirusuddi-label-1: ಕಿರು: [42, 83, 62, 101]
- brief-headline: ಅಪ್ರಾಪ್ತನದ ಮಿನಿ ಬಸ್ ಚಾಲನೆ: ದಂಡ: [10, 576, 162, 612]
- top-zone: [10, 77, 935, 698]
- brief-body: ಅಪ್ರಾಪ್ತ ವಯಸ್ಸಿನ ಬಾಲಕನೊಬ್ಬ ಮಿನಿ ಬಸ್ ಚಲಾಯಿಸುತ್ತಿದ್ದ ಪ್ರಕರಣದಲ್ಲಿ ಸಾರಿಗೆ ಇಲಾಖೆ 25 ಸಾವಿರ ರೂ. ದಂಡ ವಿಧಿಸಿದೆ. ವಾಹನದ ಮಾಲೀಕರ ವಿರುದ್ಧವೂ ಕ್ರಮ ಕೈಗೊಳ್ಳಲಾಗಿದೆ.: [10, 617, 178, 650]
- continuation-para: ಶೋಭಾಯಾತ್ರೆಯ ಮಾರ್ಗದುದ್ದಕ್ಕೂ ಭಕ್ತರಿಗೆ ಪ್ರಸಾದ ವಿತರಣೆಗೆ ವ್ಯವಸ್ಥೆ ಮಾಡಲಾಗಿದೆ. ಸುಮಾರು 3000 ಕೆಜಿ ಲಾಡು ತಯಾರಿಸಲಾಗುತ್ತಿದೆ. ಯಾತ್ರೆಯು ಸಂಜೆ 4 ಗಂಟೆಗೆ ಆರಂಭವಾಗಿ ರಾತ್ರಿ 9 ಗಂಟೆಗೆ ಸಮಾಪ್ತಿಯಾಗಲಿದೆ. ವಿವಿಧ ಧಾರ್ಮಿಕ ಸಂಘಟನೆಗಳ ಮುಖಂಡರು ಭಾಗವಹಿಸಲಿದ್ದಾರೆ. ಸಂಚಾರ ವ್ಯವಸ್ಥೆಯಲ್ಲಿ ಬದಲಾವಣೆ ಮಾಡಲಾಗಿದೆ ಎಂದು ಪೊಲೀಸ್ ಇಲಾಖೆ ತಿಳಿಸಿದೆ.: [723, 902, 826, 1012]
- dateline-tag: ಧಾರವಾಡ:: [10, 955, 37, 965]
- quote-icon: [318, 262, 340, 284]
- cow-para: [485, 1143, 592, 1188]
- mahadayi-headline: ಮಹದಾಯಿಗೆ ಅನುಮತಿ ನೀಡಲಿ: ಕೋಣರೆಡ್ಡಿ: [10, 848, 207, 865]
- lead-body-columns: [193, 144, 659, 316]
- sub-dateline-tag: ಹಿನ್ನೆಲೆಯೇನು:: [365, 998, 402, 1008]
- lead-para: ರೈತ ಮುಖಂಡರು ಸರ್ಕಾರದ ನಿರ್ಧಾರವನ್ನು ಸ್ವಾಗತಿಸಿದ್ದು, ಹೋರಾಟಕ್ಕೆ ಸಿಕ್ಕ ಜಯ ಎಂದು ಬಣ್ಣಿಸಿದ್ದಾರೆ. ಮುಂದಿನ ದಿನಗಳಲ್ಲಿ ಇಂತಹ ಯೋಜನೆಗಳಿಗೆ ಪಾರದರ್ಶಕ ಪ್ರಕ್ರಿಯೆ ಅನುಸರಿಸಬೇಕು ಎಂದು ಒತ್ತಾಯಿಸಿದ್ದಾರೆ.: [547, 255, 660, 310]
- highlight-box-body: ಈ ಬಾರಿಯ ಶೋಭಾಯಾತ್ರೆಯಲ್ಲಿ 18 ಅಡಿ ಎತ್ತರದ ಶ್ರೀರಾಮ ಮೂರ್ತಿಯನ್ನು ವಿಶೇಷ ರಥದಲ್ಲಿ ಮೆರವಣಿಗೆ ಮಾಡಲಾಗುತ್ತದೆ. ಮೂರ್ತಿಯನ್ನು ಕಲಾವಿದರು ಎರಡು ತಿಂಗಳ ಕಾಲ ಶ್ರಮವಹಿಸಿ ಸಿದ್ಧಪಡಿಸಿದ್ದಾರೆ. ಮೂರ್ತಿಗೆ ವಿಶೇಷ ಅಲಂಕಾರ ಮಾಡಲಾಗಿದ್ದು, ವಿದ್ಯುತ್ ದೀಪಾಲಂಕಾರದಿಂದ ಕಂಗೊಳಿಸಲಿದೆ. ರಥವನ್ನು ಹೂವುಗಳಿಂದ ಸಿಂಗರಿಸಲಾಗಿದೆ. ಭಕ್ತರಿಗೆ ದರ್ಶನಕ್ಕೆ ವಿಶೇಷ ವ್ಯವಸ್ಥೆ ಮಾಡಲಾಗಿದೆ.: [680, 342, 929, 379]
- continuation-para: ನಕಲಿ ಅಂಕಪಟ್ಟಿ ತಯಾರಿಸಿ ಉದ್ಯೋಗ ಪಡೆದ ಆರೋಪದ ಮೇಲೆ ಇಬ್ಬರು ಆರೋಪಿಗಳಿಗೆ ನ್ಯಾಯಾಲಯ ಶಿಕ್ಷೆ ವಿಧಿಸಿದೆ. ತಲಾ 3 ವರ್ಷ ಜೈಲು ಶಿಕ್ಷೆ ಮತ್ತು 50 ಸಾವಿರ ರೂ. ದಂಡ ವಿಧಿಸಲಾಗಿದೆ.: [505, 846, 608, 901]
- mahadayi-column: [10, 846, 259, 1094]
- kumbha-para: [10, 747, 165, 792]
- print-registration-bar: [10, 1447, 935, 1456]
